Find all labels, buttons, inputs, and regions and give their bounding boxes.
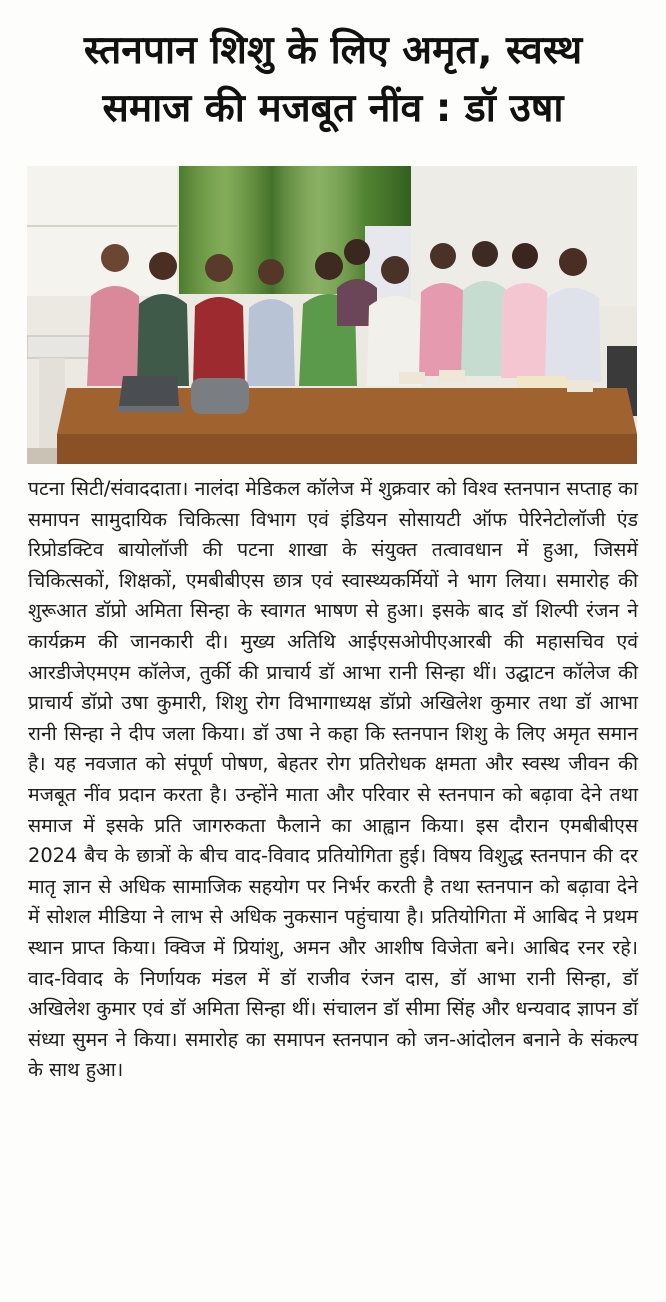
headline-line-1: स्तनपान शिशु के लिए अमृत, स्वस्थ bbox=[83, 28, 583, 73]
group-photo bbox=[27, 166, 637, 464]
headline bbox=[14, 22, 652, 138]
article-paragraph: पटना सिटी/संवाददाता। नालंदा मेडिकल कॉलेज में शुक्रवार को विश्व स्तनपान सप्ताह का समापन सामुदायिक चिकित्सा विभाग एवं इंडियन सोसायटी ऑफ पेरिनेटोलॉजी एंड रिप्रोडक्टिव बायोलॉजी की पटना शाखा के संयुक्त तत्वावधान में हुआ, जिसमें चिकित्सकों, शिक्षकों, एमबीबीएस छात्र एवं स्वास्थ्यकर्मियों ने भाग लिया। समारोह की शुरूआत डॉप्रो अमिता सिन्हा के स्वागत भाषण से हुआ। इसके बाद डॉ शिल्पी रंजन ने कार्यक्रम की जानकारी दी। मुख्य अतिथि आईएसओपीएआरबी की महासचिव एवं आरडीजेएमएम कॉलेज, तुर्की की प्राचार्य डॉ आभा रानी सिन्हा थीं। उद्घाटन कॉलेज की प्राचार्य डॉप्रो उषा कुमारी, शिशु रोग विभागाध्यक्ष डॉप्रो अखिलेश कुमार तथा डॉ आभा रानी सिन्हा ने दीप जला किया। डॉ उषा ने कहा कि स्तनपान शिशु के लिए अमृत समान है। यह नवजात को संपूर्ण पोषण, बेहतर रोग प्रतिरोधक क्षमता और स्वस्थ जीवन की मजबूत नींव प्रदान करता है। उन्होंने माता और परिवार से स्तनपान को बढ़ावा देने तथा समाज में इसके प्रति जागरुकता फैलाने का आह्वान किया। इस दौरान एमबीबीएस 2024 बैच के छात्रों के बीच वाद-विवाद प्रतियोगिता हुई। विषय विशुद्ध स्तनपान की दर मातृ ज्ञान से अधिक सामाजिक सहयोग पर निर्भर करती है तथा स्तनपान को बढ़ावा देने में सोशल मीडिया ने लाभ से अधिक नुकसान पहुंचाया है। प्रतियोगिता में आबिद ने प्रथम स्थान प्राप्त किया। क्विज में प्रियांशु, अमन और आशीष विजेता बने। आबिद रनर रहे। वाद-विवाद के निर्णायक मंडल में डॉ राजीव रंजन दास, डॉ आभा रानी सिन्हा, डॉ अखिलेश कुमार एवं डॉ अमिता सिन्हा थीं। संचालन डॉ सीमा सिंह और धन्यवाद ज्ञापन डॉ संध्या सुमन ने किया। समारोह का समापन स्तनपान को जन-आंदोलन बनाने के संकल्प के साथ हुआ। bbox=[28, 477, 638, 1082]
group-photo-image bbox=[27, 166, 637, 464]
headline-line-2: समाज की मजबूत नींव : डॉ उषा bbox=[102, 86, 564, 131]
article-body bbox=[28, 474, 638, 1086]
